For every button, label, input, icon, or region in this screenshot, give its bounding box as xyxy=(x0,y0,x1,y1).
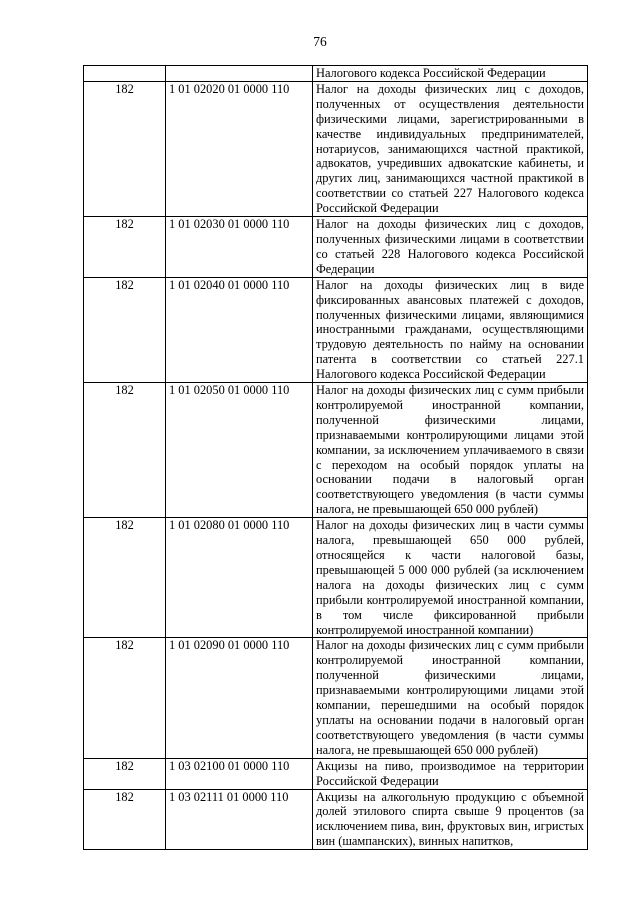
budget-code-cell: 1 01 02080 01 0000 110 xyxy=(166,518,313,638)
table-row xyxy=(84,518,588,638)
admin-code-cell: 182 xyxy=(84,217,166,278)
budget-code-cell: 1 01 02020 01 0000 110 xyxy=(166,81,313,216)
budget-code-cell: 1 01 02090 01 0000 110 xyxy=(166,638,313,758)
table-row xyxy=(84,66,588,82)
budget-code-cell xyxy=(166,66,313,82)
budget-code-cell: 1 01 02040 01 0000 110 xyxy=(166,277,313,382)
admin-code-cell: 182 xyxy=(84,81,166,216)
budget-code-cell: 1 01 02030 01 0000 110 xyxy=(166,217,313,278)
income-name-cell: Акцизы на алкогольную продукцию с объемной долей этилового спирта свыше 9 процентов (за исключением пива, вин, фруктовых вин, игристых вин (шампанских), винных напитков, xyxy=(313,789,588,850)
admin-code-cell: 182 xyxy=(84,638,166,758)
table-row xyxy=(84,789,588,850)
table-row xyxy=(84,758,588,789)
budget-code-cell: 1 01 02050 01 0000 110 xyxy=(166,383,313,518)
income-name-cell: Акцизы на пиво, производимое на территории Российской Федерации xyxy=(313,758,588,789)
income-name-cell: Налог на доходы физических лиц с доходов, полученных от осуществления деятельности физическими лицами, зарегистрированными в качестве индивидуальных предпринимателей, нотариусов, занимающихся частной практикой, адвокатов, учредивших адвокатские кабинеты, и других лиц, занимающихся частной практикой в соответствии со статьей 227 Налогового кодекса Российской Федерации xyxy=(313,81,588,216)
income-name-cell: Налог на доходы физических лиц с сумм прибыли контролируемой иностранной компании, полученной физическими лицами, признаваемыми контролирующими лицами этой компании, за исключением уплачиваемого в связи с переходом на особый порядок уплаты на основании подачи в налоговый орган соответствующего уведомления (в части суммы налога, не превышающей 650 000 рублей) xyxy=(313,383,588,518)
income-name-cell: Налог на доходы физических лиц в части суммы налога, превышающей 650 000 рублей, относящейся к части налоговой базы, превышающей 5 000 000 рублей (за исключением налога на доходы физических лиц с сумм прибыли контролируемой иностранной компании, в том числе фиксированной прибыли контролируемой иностранной компании) xyxy=(313,518,588,638)
admin-code-cell: 182 xyxy=(84,277,166,382)
table-row xyxy=(84,638,588,758)
admin-code-cell xyxy=(84,66,166,82)
table-row xyxy=(84,277,588,382)
admin-code-cell: 182 xyxy=(84,789,166,850)
income-name-cell: Налог на доходы физических лиц с доходов, полученных физическими лицами в соответствии со статьей 228 Налогового кодекса Российской Федерации xyxy=(313,217,588,278)
table-row xyxy=(84,217,588,278)
admin-code-cell: 182 xyxy=(84,518,166,638)
admin-code-cell: 182 xyxy=(84,383,166,518)
income-name-cell: Налогового кодекса Российской Федерации xyxy=(313,66,588,82)
income-name-cell: Налог на доходы физических лиц в виде фиксированных авансовых платежей с доходов, полученных физическими лицами, являющимися иностранными гражданами, осуществляющими трудовую деятельность по найму на основании патента в соответствии со статьей 227.1 Налогового кодекса Российской Федерации xyxy=(313,277,588,382)
page-number: 76 xyxy=(313,34,327,49)
income-name-cell: Налог на доходы физических лиц с сумм прибыли контролируемой иностранной компании, полученной физическими лицами, признаваемыми контролирующими лицами этой компании, перешедшими на особый порядок уплаты на основании подачи в налоговый орган соответствующего уведомления (в части суммы налога, не превышающей 650 000 рублей) xyxy=(313,638,588,758)
table-row xyxy=(84,383,588,518)
budget-classification-table xyxy=(83,65,588,850)
table-row xyxy=(84,81,588,216)
budget-code-cell: 1 03 02100 01 0000 110 xyxy=(166,758,313,789)
budget-code-cell: 1 03 02111 01 0000 110 xyxy=(166,789,313,850)
admin-code-cell: 182 xyxy=(84,758,166,789)
